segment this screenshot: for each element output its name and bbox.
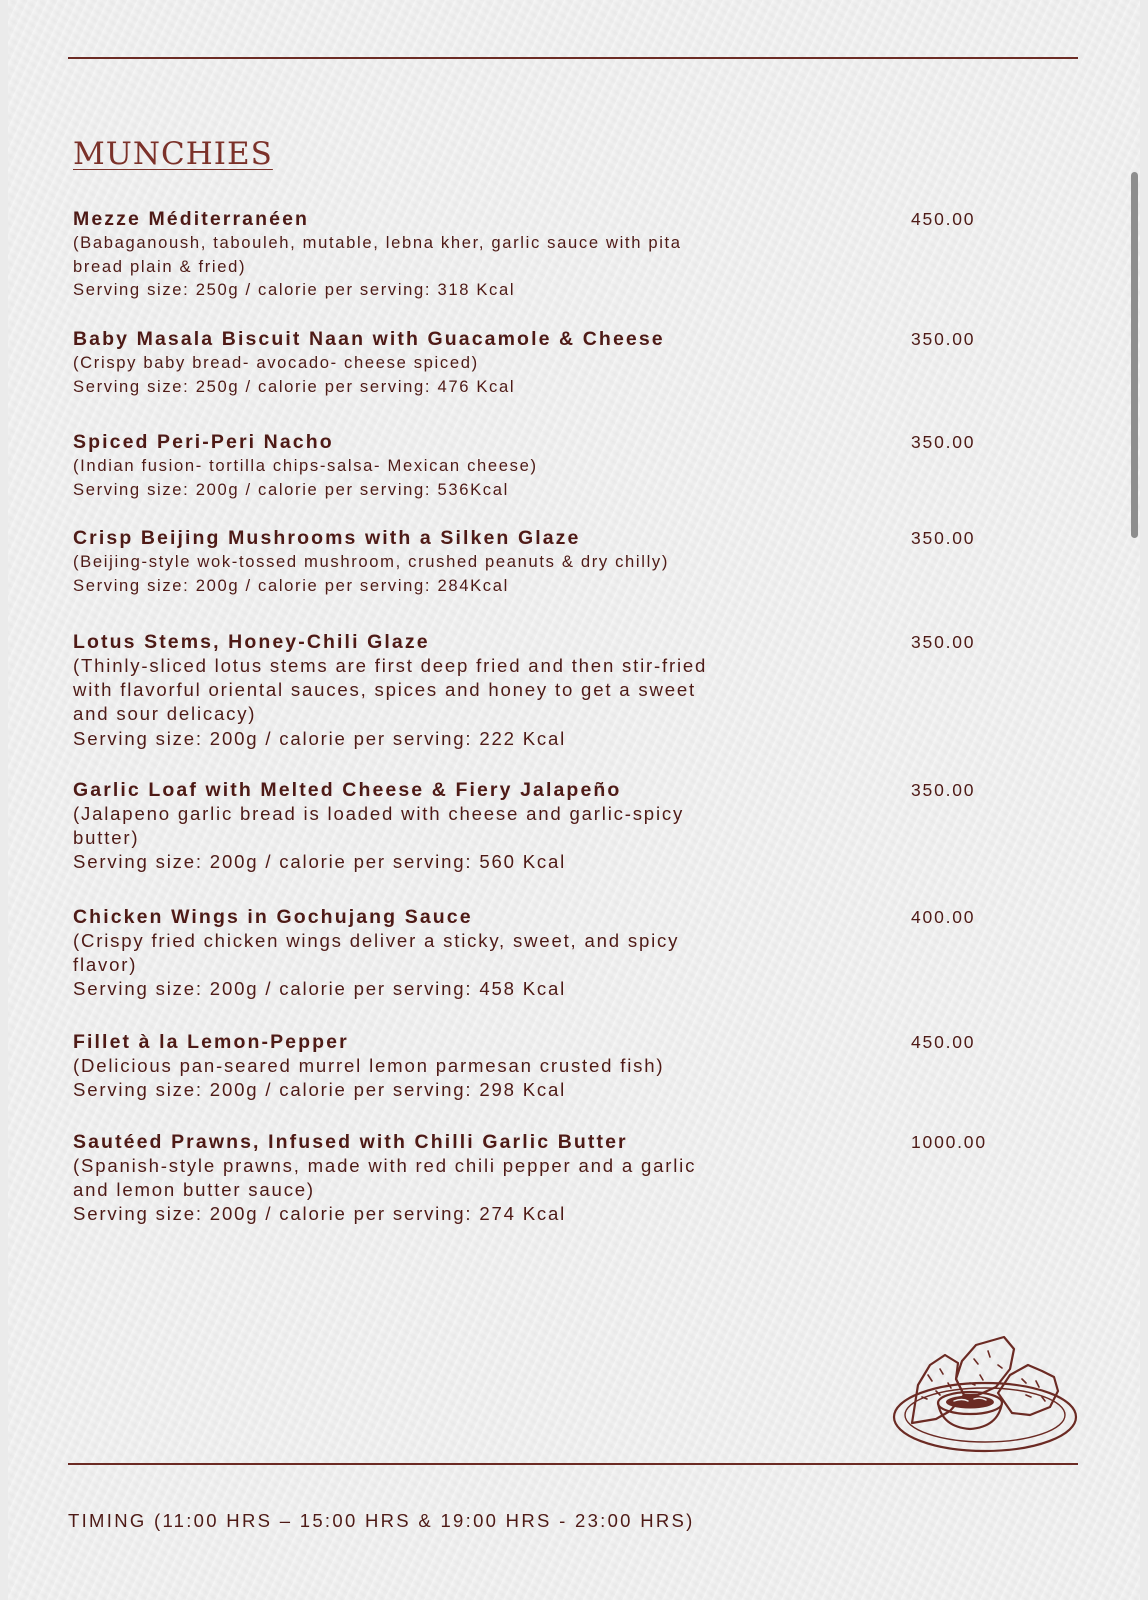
menu-item — [73, 630, 1073, 751]
menu-item — [73, 1030, 1073, 1102]
item-price: 350.00 — [911, 632, 976, 652]
item-name: Mezze Méditerranéen — [73, 208, 310, 230]
item-name: Sautéed Prawns, Infused with Chilli Garlic Butter — [73, 1131, 628, 1153]
item-serving: Serving size: 200g / calorie per serving: 458 Kcal — [73, 978, 567, 1000]
section-title: MUNCHIES — [73, 136, 273, 172]
item-price: 350.00 — [911, 432, 976, 452]
item-name: Spiced Peri-Peri Nacho — [73, 431, 334, 453]
menu-item — [73, 1130, 1073, 1227]
item-serving: Serving size: 200g / calorie per serving: 536Kcal — [73, 479, 509, 499]
menu-item — [73, 207, 1073, 302]
item-price: 350.00 — [911, 329, 976, 349]
snack-plate-with-dip-icon — [890, 1335, 1080, 1457]
item-serving: Serving size: 200g / calorie per serving: 222 Kcal — [73, 727, 567, 749]
scrollbar-thumb[interactable] — [1131, 172, 1138, 538]
item-description: (Thinly-sliced lotus stems are first deep fried and then stir-fried with flavorful oriental sauces, spices and honey to get a sweet and sour delicacy) — [73, 655, 708, 725]
menu-item — [73, 526, 1073, 597]
menu-item — [73, 905, 1073, 1002]
item-serving: Serving size: 200g / calorie per serving: 274 Kcal — [73, 1203, 567, 1225]
item-description: (Indian fusion- tortilla chips-salsa- Mexican cheese) — [73, 456, 538, 475]
top-divider — [68, 57, 1078, 59]
item-price: 400.00 — [911, 907, 976, 927]
item-price: 450.00 — [911, 1032, 976, 1052]
item-serving: Serving size: 200g / calorie per serving: 298 Kcal — [73, 1079, 567, 1101]
bottom-divider — [68, 1463, 1078, 1465]
item-serving: Serving size: 250g / calorie per serving: 476 Kcal — [73, 376, 516, 396]
item-serving: Serving size: 200g / calorie per serving: 560 Kcal — [73, 851, 567, 873]
item-name: Garlic Loaf with Melted Cheese & Fiery Jalapeño — [73, 779, 622, 801]
item-serving: Serving size: 200g / calorie per serving: 284Kcal — [73, 575, 509, 595]
menu-item — [73, 778, 1073, 875]
item-name: Fillet à la Lemon-Pepper — [73, 1031, 349, 1053]
item-description: (Beijing-style wok-tossed mushroom, crushed peanuts & dry chilly) — [73, 552, 670, 571]
item-price: 350.00 — [911, 780, 976, 800]
item-description: (Babaganoush, tabouleh, mutable, lebna kher, garlic sauce with pita bread plain & fried) — [73, 233, 682, 276]
item-description: (Spanish-style prawns, made with red chili pepper and a garlic and lemon butter sauce) — [73, 1155, 697, 1201]
item-description: (Jalapeno garlic bread is loaded with cheese and garlic-spicy butter) — [73, 803, 685, 849]
item-serving: Serving size: 250g / calorie per serving: 318 Kcal — [73, 280, 516, 299]
item-name: Lotus Stems, Honey-Chili Glaze — [73, 631, 430, 653]
item-price: 350.00 — [911, 528, 976, 548]
item-description: (Crispy fried chicken wings deliver a sticky, sweet, and spicy flavor) — [73, 930, 680, 976]
menu-item — [73, 327, 1073, 398]
menu-item — [73, 430, 1073, 501]
item-description: (Delicious pan-seared murrel lemon parmesan crusted fish) — [73, 1055, 665, 1076]
item-name: Baby Masala Biscuit Naan with Guacamole & Cheese — [73, 328, 665, 350]
item-name: Chicken Wings in Gochujang Sauce — [73, 906, 473, 928]
item-price: 450.00 — [911, 209, 976, 229]
opening-hours: TIMING (11:00 HRS – 15:00 HRS & 19:00 HRS - 23:00 HRS) — [68, 1510, 695, 1531]
item-name: Crisp Beijing Mushrooms with a Silken Glaze — [73, 527, 581, 549]
item-price: 1000.00 — [911, 1132, 987, 1152]
item-description: (Crispy baby bread- avocado- cheese spiced) — [73, 353, 479, 372]
